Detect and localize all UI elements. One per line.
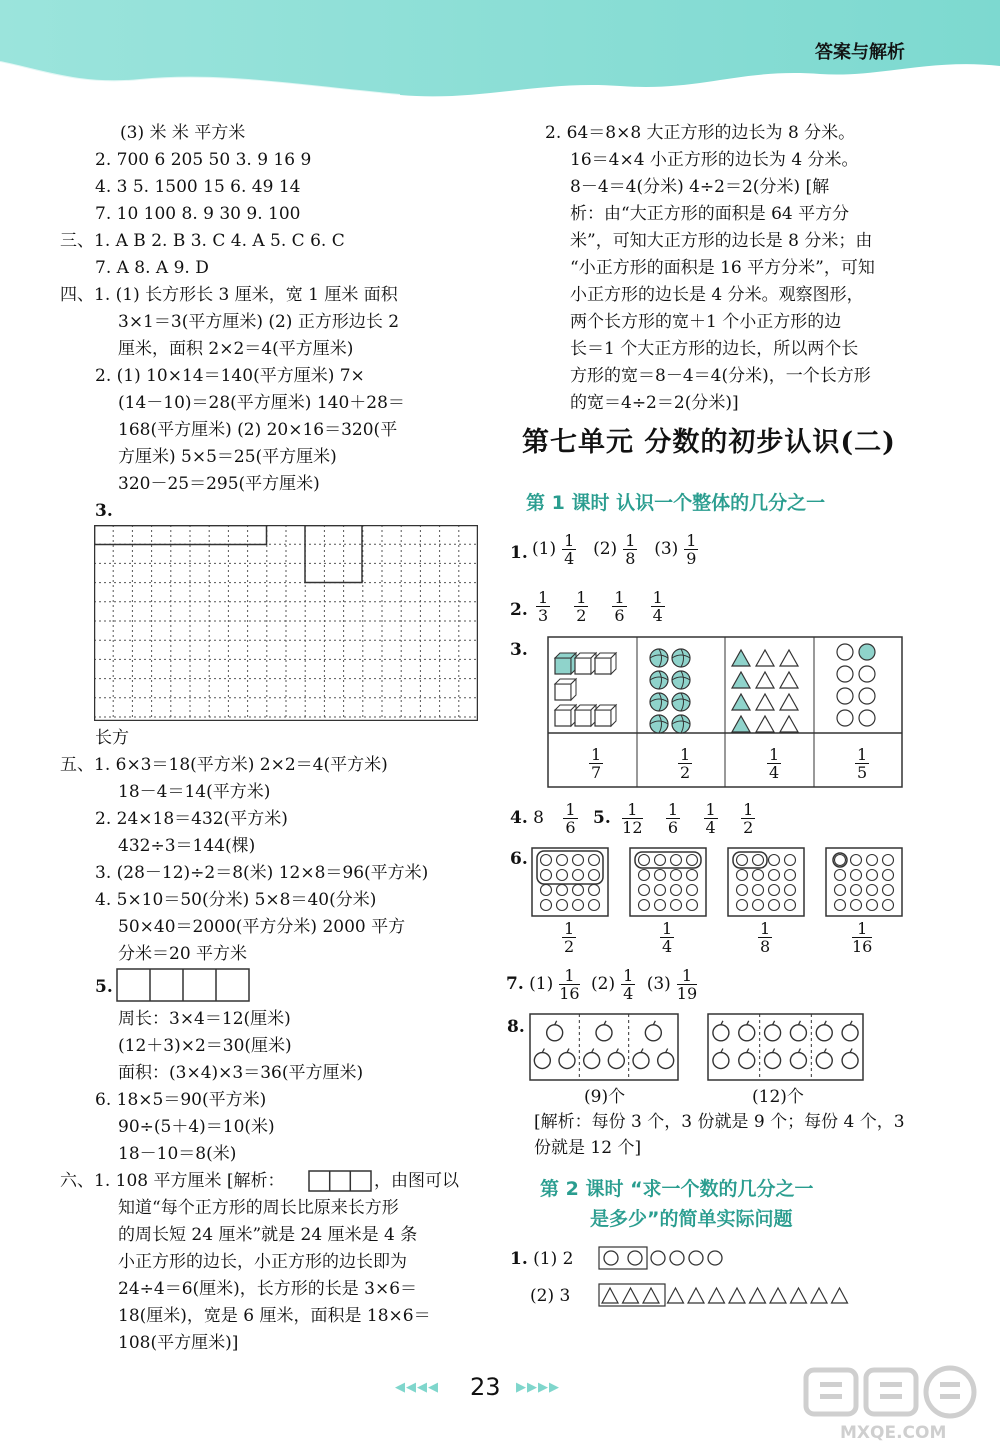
cube-icon <box>575 710 591 726</box>
triangle-icon <box>756 716 774 732</box>
q8-answer-1: (9)个 <box>584 1087 626 1107</box>
circle-icon <box>737 855 748 866</box>
page-number: 23 <box>470 1373 501 1401</box>
question-number: 8. <box>507 1017 525 1037</box>
ball-group <box>650 649 690 733</box>
answer-line: 4. 3 5. 1500 15 6. 49 14 <box>95 177 301 197</box>
triangle-icon <box>756 672 774 688</box>
cube-icon <box>595 658 611 674</box>
answer-line: 析：由“大正方形的面积是 64 平方分 <box>570 204 850 224</box>
circle-icon <box>557 885 568 896</box>
circle-icon <box>883 900 894 911</box>
answer-line: 长方 <box>95 728 129 748</box>
cube-icon <box>575 658 591 674</box>
cube-icon <box>595 710 611 726</box>
circle-icon <box>573 900 584 911</box>
question-number: 1. <box>510 543 528 563</box>
answer-line: (12＋3)×2＝30(厘米) <box>118 1036 292 1056</box>
cube-group <box>555 653 616 726</box>
q8-apple-boxes <box>529 1013 869 1083</box>
apple-box <box>708 1014 863 1080</box>
q7-label: (3) <box>646 974 671 994</box>
apple-icon <box>739 1053 755 1069</box>
q4-value: 8 <box>533 808 544 828</box>
question-number: 5. <box>95 977 113 997</box>
answer-line: 1. (1) 2 <box>510 1249 574 1269</box>
triangle-icon <box>780 672 798 688</box>
q7-answers <box>506 964 703 1004</box>
three-square-strip <box>308 1170 372 1192</box>
apple-icon <box>559 1053 575 1069</box>
apple-icon <box>633 1053 649 1069</box>
circle-icon <box>589 855 600 866</box>
apple-icon <box>765 1025 781 1041</box>
answer-line: 7. 10 100 8. 9 30 9. 100 <box>95 204 301 224</box>
circle-icon <box>837 644 853 660</box>
circle-icon <box>541 870 552 881</box>
apple-icon <box>790 1025 806 1041</box>
answer-line: 90÷(5＋4)＝10(米) <box>118 1117 275 1137</box>
q6-circle-boxes <box>530 846 910 918</box>
ball-icon <box>650 693 668 711</box>
circle-icon <box>769 885 780 896</box>
cube-icon <box>555 684 571 700</box>
circle-icon <box>851 870 862 881</box>
circle-icon <box>859 666 875 682</box>
circle-icon <box>785 870 796 881</box>
ball-icon <box>672 671 690 689</box>
circle-icon <box>671 855 682 866</box>
circle-icon <box>753 870 764 881</box>
circle-icon <box>671 900 682 911</box>
square-shape <box>305 526 362 583</box>
circle-row <box>598 1244 738 1272</box>
fraction: $\frac{1}{2}$ <box>564 919 575 956</box>
circle-icon <box>639 855 650 866</box>
fraction: $\frac{1}{7}$ <box>591 745 602 782</box>
fraction: $\frac{1}{8}$ <box>625 531 636 568</box>
answer-line: 2. (1) 10×14＝140(平方厘米) 7× <box>95 366 365 386</box>
answer-line: 320－25＝295(平方厘米) <box>118 474 320 494</box>
dotted-grid-figure <box>94 525 478 721</box>
circle-icon <box>835 855 846 866</box>
circle-icon <box>639 900 650 911</box>
fraction: $\frac{1}{6}$ <box>667 800 679 837</box>
triangle-icon <box>732 716 750 732</box>
apple-icon <box>658 1053 674 1069</box>
circle-icon <box>859 710 875 726</box>
ball-icon <box>672 649 690 667</box>
circle-icon <box>671 870 682 881</box>
answer-line: 厘米，面积 2×2＝4(平方厘米) <box>118 339 354 359</box>
answer-line: 4. 5×10＝50(分米) 5×8＝40(分米) <box>95 890 377 910</box>
fraction: $\frac{1}{4}$ <box>662 919 673 956</box>
triangle-icon <box>756 650 774 666</box>
triangle-icon <box>832 1288 848 1303</box>
circle-icon <box>867 885 878 896</box>
circle-icon <box>655 900 666 911</box>
circle-icon <box>541 855 552 866</box>
answer-line: 16＝4×4 小正方形的边长为 4 分米。 <box>570 150 859 170</box>
header-title: 答案与解析 <box>815 42 905 63</box>
ball-icon <box>650 649 668 667</box>
circle-icon <box>835 870 846 881</box>
circle-icon <box>557 855 568 866</box>
lesson-2-title: 第 2 课时 “求一个数的几分之一 <box>540 1178 814 1200</box>
fraction: $\frac{1}{3}$ <box>538 588 549 625</box>
question-number: 7. <box>506 974 524 994</box>
answer-line: 小正方形的边长是 4 分米。观察图形， <box>570 285 864 305</box>
circle-icon <box>867 870 878 881</box>
answer-line: 2. 24×18＝432(平方米) <box>95 809 288 829</box>
circle-icon <box>769 855 780 866</box>
answer-line: 分米＝20 平方米 <box>118 944 248 964</box>
circle-icon <box>851 885 862 896</box>
circle-icon <box>785 855 796 866</box>
fraction: $\frac{1}{5}$ <box>857 745 868 782</box>
circle-icon <box>541 885 552 896</box>
ball-icon <box>672 715 690 733</box>
apple-icon <box>645 1025 661 1041</box>
q1-label: (1) <box>532 539 557 559</box>
circle-icon <box>655 885 666 896</box>
circle-icon <box>737 870 748 881</box>
answer-line: 432÷3＝144(棵) <box>118 836 256 856</box>
circle-icon <box>589 900 600 911</box>
answer-line: 6. 18×5＝90(平方米) <box>95 1090 267 1110</box>
q7-label: (1) <box>529 974 554 994</box>
circle-box <box>630 848 706 916</box>
triangle-icon <box>791 1288 807 1303</box>
circle-icon <box>655 855 666 866</box>
answer-line: 长＝1 个大正方形的边长，所以两个长 <box>570 339 859 359</box>
answer-line: 2. 700 6 205 50 3. 9 16 9 <box>95 150 312 170</box>
question-number: 2. <box>510 600 528 620</box>
triangle-icon <box>732 672 750 688</box>
answer-line: 3×1＝3(平方厘米) (2) 正方形边长 2 <box>118 312 400 332</box>
circle-icon <box>573 870 584 881</box>
answer-line: 五、1. 6×3＝18(平方米) 2×2＝4(平方米) <box>60 755 388 775</box>
apple-icon <box>608 1053 624 1069</box>
answer-line: 3. (28－12)÷2＝8(米) 12×8＝96(平方米) <box>95 863 429 883</box>
answer-line: 50×40＝2000(平方分米) 2000 平方 <box>118 917 406 937</box>
triangle-icon <box>750 1288 766 1303</box>
circle-icon <box>737 900 748 911</box>
circle-icon <box>835 885 846 896</box>
circle-icon <box>851 900 862 911</box>
ball-icon <box>672 693 690 711</box>
answer-line: 108(平方厘米)] <box>118 1333 239 1353</box>
answer-line: 168(平方厘米) (2) 20×16＝320(平 <box>118 420 398 440</box>
page-arrows-right: ▶▶▶▶ <box>516 1380 560 1395</box>
q6-fraction-row <box>530 920 910 960</box>
triangle-icon <box>729 1288 745 1303</box>
circle-icon <box>753 855 764 866</box>
ball-icon <box>650 671 668 689</box>
triangle-icon <box>709 1288 725 1303</box>
triangle-group <box>732 650 798 732</box>
q1-answers <box>532 532 704 567</box>
answer-line: 四、1. (1) 长方形长 3 厘米，宽 1 厘米 面积 <box>60 285 398 305</box>
circle-icon <box>639 885 650 896</box>
circle-icon <box>687 885 698 896</box>
q8-answer-2: (12)个 <box>752 1087 804 1107</box>
circle-icon <box>837 710 853 726</box>
triangle-icon <box>780 650 798 666</box>
answer-line: ，由图可以 <box>374 1171 459 1191</box>
fraction: $\frac{1}{4}$ <box>564 531 575 568</box>
triangle-icon <box>732 694 750 710</box>
ball-icon <box>650 715 668 733</box>
triangle-row <box>598 1281 856 1309</box>
apple-icon <box>534 1053 550 1069</box>
circle-icon <box>851 855 862 866</box>
circle-icon <box>785 885 796 896</box>
circle-box <box>728 848 804 916</box>
answer-line: 的周长短 24 厘米”就是 24 厘米是 4 条 <box>118 1225 418 1245</box>
circle-icon <box>753 885 764 896</box>
circle-icon <box>785 900 796 911</box>
triangle-icon <box>688 1288 704 1303</box>
circle-group <box>837 644 875 726</box>
answer-line: 两个长方形的宽＋1 个小正方形的边 <box>570 312 842 332</box>
triangle-icon <box>780 694 798 710</box>
fraction: $\frac{1}{9}$ <box>686 531 697 568</box>
apple-icon <box>816 1053 832 1069</box>
apple-icon <box>790 1053 806 1069</box>
fraction: $\frac{1}{8}$ <box>760 919 771 956</box>
question-number: 6. <box>510 849 528 869</box>
watermark-logo <box>800 1360 990 1445</box>
answer-line: 周长：3×4＝12(厘米) <box>118 1009 291 1029</box>
cube-icon <box>555 710 571 726</box>
apple-icon <box>765 1053 781 1069</box>
apple-icon <box>842 1053 858 1069</box>
circle-icon <box>573 855 584 866</box>
circle-icon <box>589 885 600 896</box>
triangle-icon <box>770 1288 786 1303</box>
q1-label: (3) <box>654 539 679 559</box>
answer-line: 份就是 12 个] <box>534 1138 642 1158</box>
circle-icon <box>859 644 875 660</box>
circle-icon <box>671 885 682 896</box>
apple-icon <box>739 1025 755 1041</box>
fraction: $\frac{1}{4}$ <box>623 966 634 1003</box>
cube-icon <box>555 658 571 674</box>
four-square-strip <box>116 968 250 1002</box>
circle-icon <box>541 900 552 911</box>
answer-line: 知道“每个正方形的周长比原来长方形 <box>118 1198 399 1218</box>
lesson-1-title: 第 1 课时 认识一个整体的几分之一 <box>526 492 826 514</box>
circle-icon <box>837 688 853 704</box>
unit-title: 第七单元 分数的初步认识(二) <box>522 427 896 458</box>
apple-icon <box>584 1053 600 1069</box>
answer-line: 小正方形的边长，小正方形的边长即为 <box>118 1252 407 1272</box>
answer-line: 三、1. A B 2. B 3. C 4. A 5. C 6. C <box>60 231 345 251</box>
triangle-icon <box>643 1288 659 1303</box>
fraction: $\frac{1}{4}$ <box>705 800 716 837</box>
question-number: 3. <box>510 640 528 660</box>
question-number: 4. <box>510 808 528 828</box>
circle-icon <box>883 870 894 881</box>
fraction: $\frac{1}{2}$ <box>680 745 691 782</box>
answer-line: 方厘米) 5×5＝25(平方厘米) <box>118 447 337 467</box>
circle-icon <box>573 885 584 896</box>
circle-icon <box>737 885 748 896</box>
circle-icon <box>835 900 846 911</box>
circle-icon <box>687 900 698 911</box>
apple-icon <box>842 1025 858 1041</box>
fraction: $\frac{1}{4}$ <box>769 745 780 782</box>
answer-line: 六、1. 108 平方厘米 [解析： <box>60 1171 285 1191</box>
triangle-icon <box>623 1288 639 1303</box>
circle-icon <box>837 666 853 682</box>
apple-icon <box>713 1025 729 1041</box>
answer-line: “小正方形的面积是 16 平方分米”，可知 <box>570 258 875 278</box>
triangle-icon <box>732 650 750 666</box>
circle-icon <box>883 885 894 896</box>
apple-icon <box>816 1025 832 1041</box>
circle-icon <box>687 870 698 881</box>
answer-line: 18(厘米)，宽是 6 厘米，面积是 18×6＝ <box>118 1306 431 1326</box>
triangle-icon <box>811 1288 827 1303</box>
triangle-icon <box>668 1288 684 1303</box>
answer-line: [解析：每份 3 个，3 份就是 9 个；每份 4 个，3 <box>534 1112 905 1132</box>
answer-line: (2) 3 <box>530 1286 571 1306</box>
answer-line: 18－4＝14(平方米) <box>118 782 271 802</box>
answer-line: 米”，可知大正方形的边长是 8 分米；由 <box>570 231 873 251</box>
q3-fraction-row <box>547 746 903 786</box>
apple-icon <box>596 1025 612 1041</box>
page-arrows-left: ◀◀◀◀ <box>395 1380 439 1395</box>
circle-icon <box>557 870 568 881</box>
answer-line: (14－10)＝28(平方厘米) 140＋28＝ <box>118 393 405 413</box>
circle-box <box>532 848 608 916</box>
q2-answers <box>530 589 671 624</box>
triangle-icon <box>756 694 774 710</box>
answer-line: 24÷4＝6(厘米)，长方形的长是 3×6＝ <box>118 1279 418 1299</box>
fraction: $\frac{1}{6}$ <box>614 588 625 625</box>
circle-icon <box>769 900 780 911</box>
lesson-2-title-cont: 是多少”的简单实际问题 <box>590 1208 793 1230</box>
answer-line: 面积：(3×4)×3＝36(平方厘米) <box>118 1063 364 1083</box>
page-header <box>0 0 1000 110</box>
answer-line: 2. 64＝8×8 大正方形的边长为 8 分米。 <box>545 123 856 143</box>
q1-label: (2) <box>593 539 618 559</box>
triangle-icon <box>602 1288 618 1303</box>
circle-icon <box>859 688 875 704</box>
circle-icon <box>589 870 600 881</box>
apple-icon <box>547 1025 563 1041</box>
circle-icon <box>687 855 698 866</box>
answer-line: 18－10＝8(米) <box>118 1144 237 1164</box>
fraction: $\frac{1}{2}$ <box>576 588 587 625</box>
svg-text:MXQE.COM: MXQE.COM <box>840 1423 947 1443</box>
fraction: $\frac{1}{4}$ <box>652 588 663 625</box>
circle-icon <box>655 870 666 881</box>
rectangle-shape <box>95 526 267 545</box>
circle-icon <box>883 855 894 866</box>
circle-icon <box>769 870 780 881</box>
fraction: $\frac{1}{16}$ <box>852 919 873 956</box>
q4-q5-answers <box>510 798 761 838</box>
answer-line: 方形的宽＝8－4＝4(分米)，一个长方形 <box>570 366 871 386</box>
answer-line: 7. A 8. A 9. D <box>95 258 209 278</box>
circle-icon <box>639 870 650 881</box>
fraction: $\frac{1}{12}$ <box>622 800 643 837</box>
fraction: $\frac{1}{19}$ <box>676 966 698 1003</box>
answer-line: 8－4＝4(分米) 4÷2＝2(分米) [解 <box>570 177 830 197</box>
question-number: 5. <box>592 808 611 828</box>
fraction: $\frac{1}{16}$ <box>559 966 580 1003</box>
fraction: $\frac{1}{2}$ <box>743 800 754 837</box>
apple-icon <box>713 1053 729 1069</box>
q7-label: (2) <box>591 974 616 994</box>
circle-icon <box>867 900 878 911</box>
circle-box <box>826 848 902 916</box>
circle-icon <box>557 900 568 911</box>
answer-line: 的宽＝4÷2＝2(分米)] <box>570 393 739 413</box>
fraction: $\frac{1}{6}$ <box>565 800 576 837</box>
answer-line: (3) 米 米 平方米 <box>120 123 246 143</box>
circle-icon <box>753 900 764 911</box>
question-number: 3. <box>95 501 113 521</box>
triangle-icon <box>780 716 798 732</box>
circle-icon <box>867 855 878 866</box>
